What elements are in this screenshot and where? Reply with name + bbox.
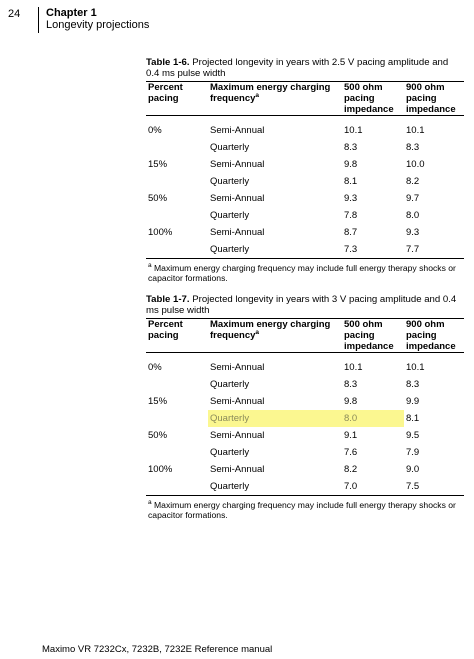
cell-percent-pacing: [146, 173, 208, 190]
cell-500-ohm: 10.1: [344, 362, 363, 373]
table-block-1-7: [146, 294, 464, 520]
header-charging-frequency: Maximum energy charging frequency$^a$: [210, 82, 331, 104]
cell-charging-frequency: Semi-Annual: [210, 396, 265, 407]
table-row: [146, 190, 464, 207]
cell-900-ohm: 7.5: [406, 481, 420, 492]
table-row: [146, 156, 464, 173]
cell-500-ohm: 8.7: [344, 227, 358, 238]
chapter-label: Chapter 1: [46, 7, 97, 19]
cell-900-ohm: 9.3: [406, 227, 420, 238]
cell-percent-pacing: 50%: [148, 430, 168, 441]
table-header-row: [146, 82, 464, 116]
cell-900-ohm: 8.1: [406, 413, 420, 424]
table-row: [146, 224, 464, 241]
header-percent-pacing: Percent pacing: [148, 319, 183, 341]
table-caption: [146, 57, 464, 79]
cell-500-ohm: 7.0: [344, 481, 358, 492]
cell-900-ohm: 9.7: [406, 193, 420, 204]
table-caption-label: Table 1-6.: [146, 57, 190, 68]
chapter-heading: [46, 7, 149, 31]
cell-percent-pacing: 15%: [148, 159, 168, 170]
header-900-ohm: 900 ohm pacing impedance: [406, 319, 456, 352]
cell-percent-pacing: [146, 444, 208, 461]
cell-charging-frequency: Semi-Annual: [210, 227, 265, 238]
cell-900-ohm: 8.3: [406, 142, 420, 153]
longevity-table: [146, 81, 464, 259]
cell-500-ohm: 9.8: [344, 159, 358, 170]
cell-percent-pacing: [146, 139, 208, 156]
cell-percent-pacing: 0%: [148, 125, 162, 136]
cell-900-ohm: 8.3: [406, 379, 420, 390]
cell-900-ohm: 10.1: [406, 362, 425, 373]
footnote-mark: a: [255, 328, 260, 336]
table-row: [146, 461, 464, 478]
cell-900-ohm: 9.5: [406, 430, 420, 441]
cell-percent-pacing: 0%: [148, 362, 162, 373]
table-row: [146, 427, 464, 444]
cell-charging-frequency: Quarterly: [210, 142, 250, 153]
cell-900-ohm: 10.1: [406, 125, 425, 136]
table-caption-text: Projected longevity in years with 3 V pacing amplitude and 0.4 ms pulse width: [146, 294, 457, 316]
cell-900-ohm: 10.0: [406, 159, 425, 170]
header-percent-pacing: Percent pacing: [148, 82, 183, 104]
cell-500-ohm: 9.1: [344, 430, 358, 441]
table-row: [146, 393, 464, 410]
cell-charging-frequency: Semi-Annual: [210, 464, 265, 475]
cell-percent-pacing: [146, 376, 208, 393]
cell-percent-pacing: [146, 478, 208, 496]
cell-charging-frequency: Quarterly: [210, 210, 250, 221]
cell-500-ohm: 8.3: [344, 379, 358, 390]
table-block-1-6: [146, 57, 464, 283]
footnote-text: Maximum energy charging frequency may include full energy therapy shocks or capacitor formations.: [148, 500, 456, 520]
table-row: [146, 116, 464, 140]
cell-percent-pacing: 100%: [148, 464, 173, 475]
table-footnote: [146, 263, 464, 283]
footnote-mark: a: [255, 91, 260, 99]
cell-900-ohm: 7.7: [406, 244, 420, 255]
cell-charging-frequency: Quarterly: [208, 410, 342, 427]
table-row: [146, 241, 464, 259]
cell-charging-frequency: Semi-Annual: [210, 159, 265, 170]
table-row: [146, 173, 464, 190]
cell-charging-frequency: Quarterly: [210, 481, 250, 492]
page-number: 24: [8, 8, 21, 20]
table-row: [146, 376, 464, 393]
header-500-ohm: 500 ohm pacing impedance: [344, 319, 394, 352]
table-row: [146, 353, 464, 377]
cell-500-ohm: 8.1: [344, 176, 358, 187]
table-caption-label: Table 1-7.: [146, 294, 190, 305]
cell-500-ohm: 7.6: [344, 447, 358, 458]
header-500-ohm: 500 ohm pacing impedance: [344, 82, 394, 115]
cell-500-ohm: 7.3: [344, 244, 358, 255]
cell-500-ohm: 8.2: [344, 464, 358, 475]
cell-percent-pacing: [146, 207, 208, 224]
cell-500-ohm: 10.1: [344, 125, 363, 136]
cell-900-ohm: 9.0: [406, 464, 420, 475]
table-caption-text: Projected longevity in years with 2.5 V pacing amplitude and 0.4 ms pulse width: [146, 57, 449, 79]
table-row: [146, 207, 464, 224]
table-row: [146, 410, 464, 427]
cell-500-ohm: 9.8: [344, 396, 358, 407]
cell-charging-frequency: Semi-Annual: [210, 362, 265, 373]
page-footer: Maximo VR 7232Cx, 7232B, 7232E Reference manual: [42, 644, 273, 655]
footnote-mark: a: [148, 499, 152, 507]
cell-500-ohm: 9.3: [344, 193, 358, 204]
table-row: [146, 139, 464, 156]
table-footnote: [146, 500, 464, 520]
cell-500-ohm: 7.8: [344, 210, 358, 221]
footnote-text: Maximum energy charging frequency may include full energy therapy shocks or capacitor formations.: [148, 263, 456, 283]
cell-charging-frequency: Quarterly: [210, 447, 250, 458]
cell-percent-pacing: [146, 241, 208, 259]
cell-500-ohm: 8.3: [344, 142, 358, 153]
table-caption: [146, 294, 464, 316]
cell-charging-frequency: Semi-Annual: [210, 125, 265, 136]
cell-500-ohm: 8.0: [342, 410, 404, 427]
cell-percent-pacing: 15%: [148, 396, 168, 407]
cell-charging-frequency: Quarterly: [210, 379, 250, 390]
header-charging-frequency: Maximum energy charging frequency$^a$: [210, 319, 331, 341]
cell-900-ohm: 7.9: [406, 447, 420, 458]
cell-charging-frequency: Quarterly: [210, 176, 250, 187]
cell-900-ohm: 9.9: [406, 396, 420, 407]
header-900-ohm: 900 ohm pacing impedance: [406, 82, 456, 115]
cell-percent-pacing: [146, 410, 208, 427]
table-row: [146, 478, 464, 496]
cell-900-ohm: 8.2: [406, 176, 420, 187]
chapter-title: Longevity projections: [46, 19, 150, 31]
header-divider: [38, 7, 39, 33]
table-header-row: [146, 319, 464, 353]
cell-percent-pacing: 50%: [148, 193, 168, 204]
cell-percent-pacing: 100%: [148, 227, 173, 238]
cell-charging-frequency: Quarterly: [210, 244, 250, 255]
cell-charging-frequency: Semi-Annual: [210, 430, 265, 441]
longevity-table: [146, 318, 464, 496]
cell-charging-frequency: Semi-Annual: [210, 193, 265, 204]
footnote-mark: a: [148, 262, 152, 270]
table-row: [146, 444, 464, 461]
cell-900-ohm: 8.0: [406, 210, 420, 221]
